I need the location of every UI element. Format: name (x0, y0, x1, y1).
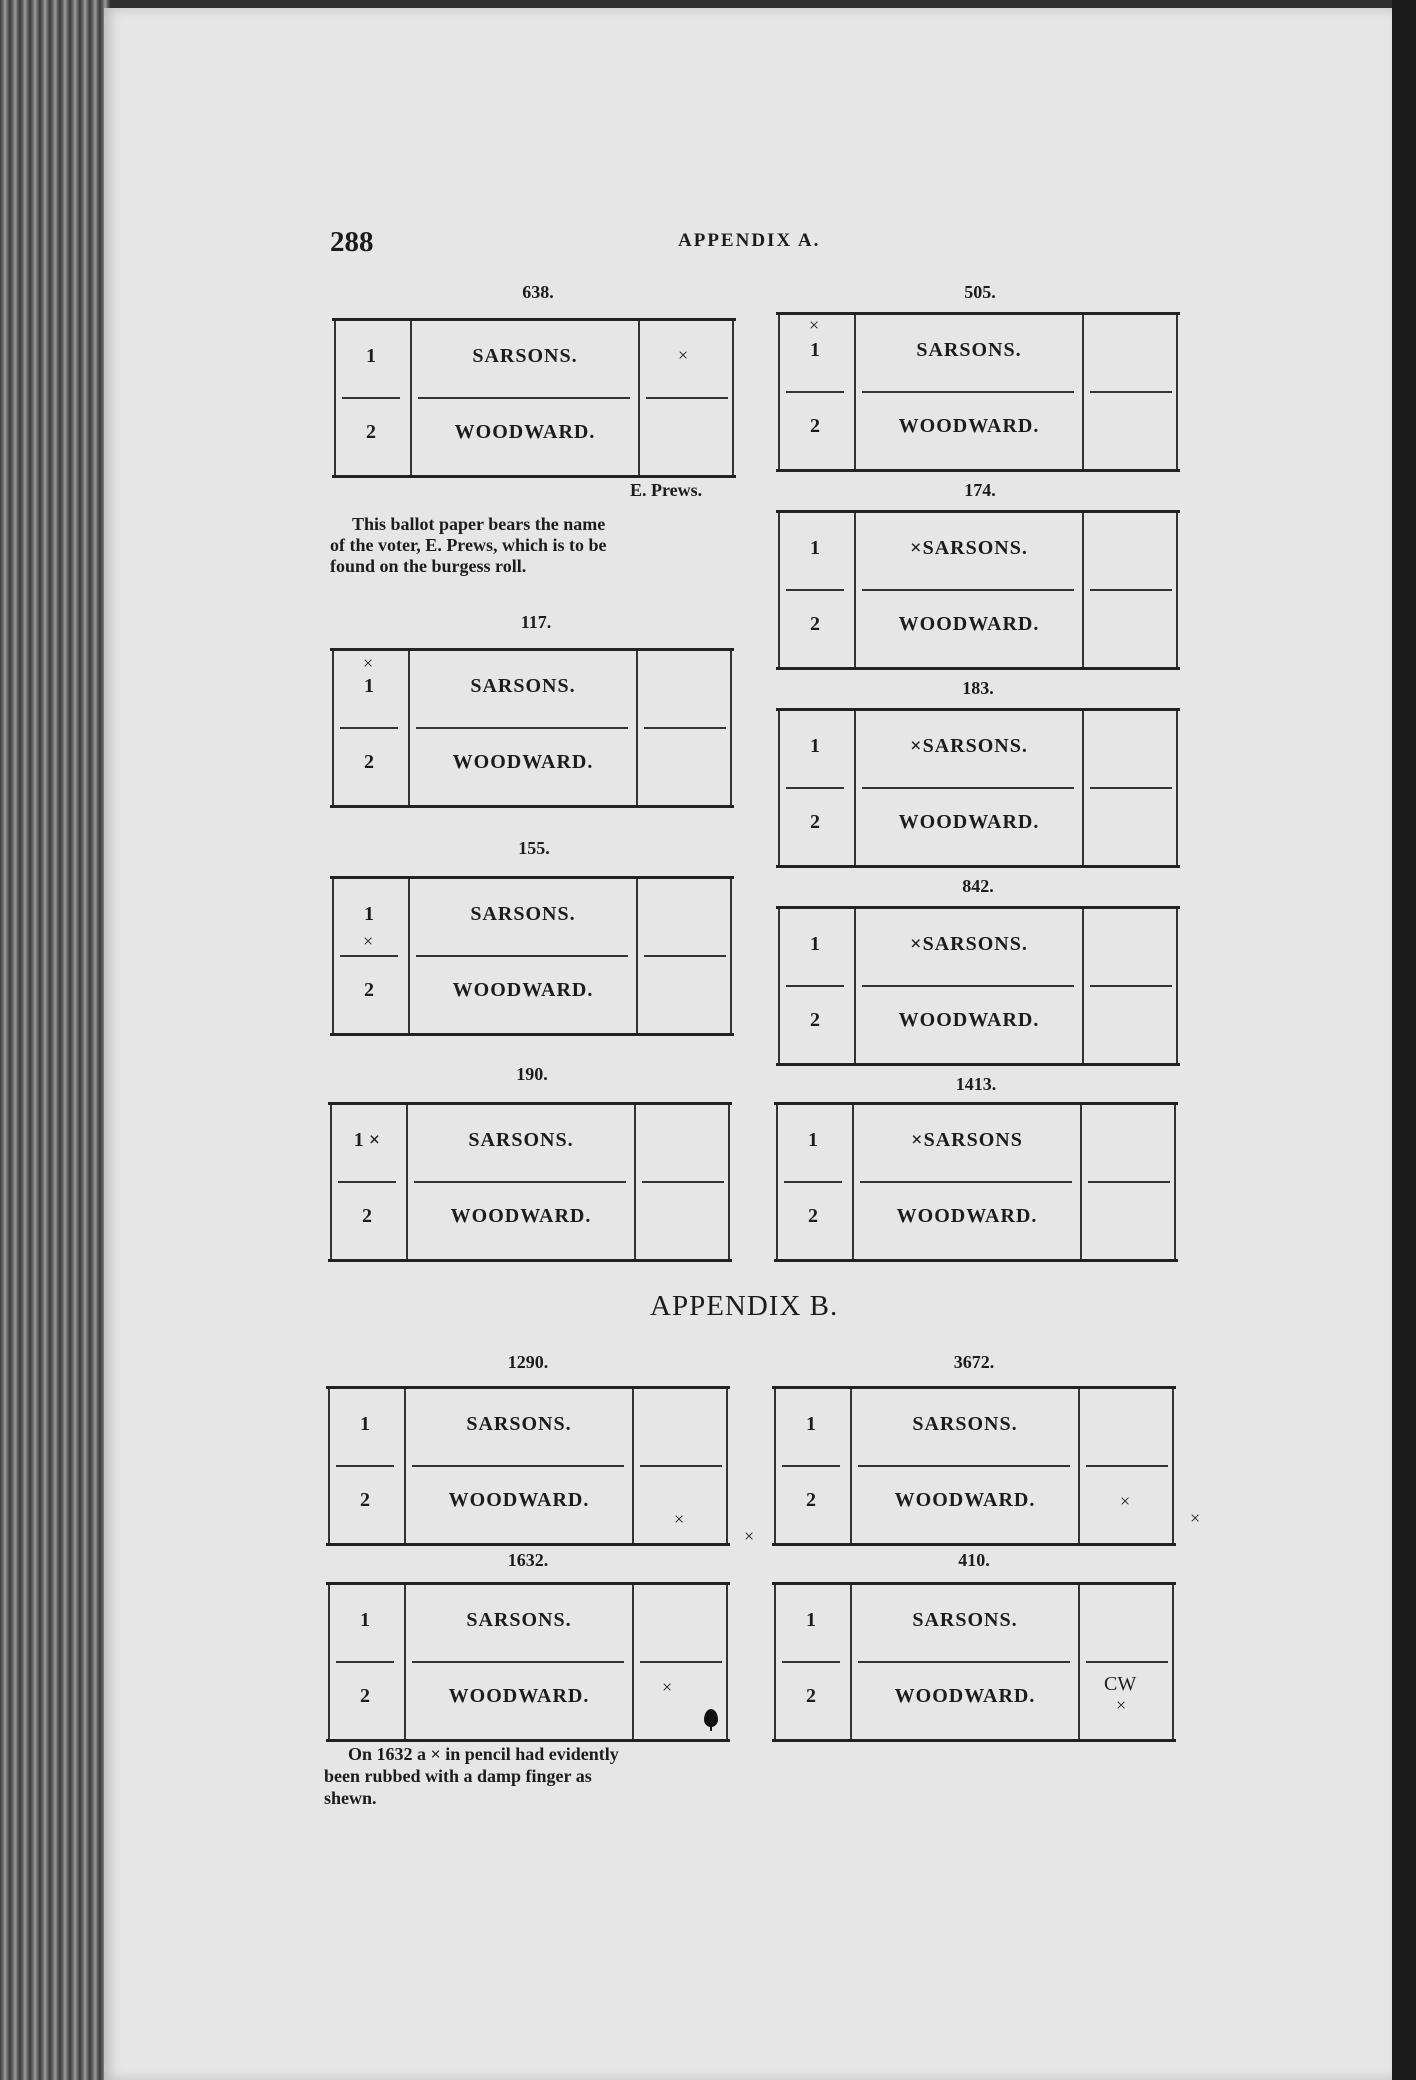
ballot-505 (776, 312, 1180, 472)
row-number: 1 (360, 1413, 370, 1435)
candidate-name: ×SARSONS. (910, 735, 1028, 757)
cross-mark: × (662, 1677, 673, 1697)
candidate-name: WOODWARD. (894, 1685, 1036, 1707)
cross-mark: × (809, 315, 820, 335)
row-number: 2 (364, 979, 374, 1001)
cross-mark: × (1120, 1491, 1131, 1511)
ballot-caption-410: 410. (958, 1550, 990, 1570)
note-line: of the voter, E. Prews, which is to be (330, 535, 607, 555)
candidate-name: WOODWARD. (898, 613, 1040, 635)
candidate-name: SARSONS. (466, 1413, 572, 1435)
ballot-caption-1413: 1413. (955, 1074, 997, 1094)
row-number: 1 (806, 1609, 816, 1631)
cross-mark: × (363, 931, 374, 951)
ballot-caption-1290: 1290. (507, 1352, 549, 1372)
ballot-caption-174: 174. (964, 480, 996, 500)
ballot-174 (776, 510, 1180, 670)
row-number: 1 (810, 537, 820, 559)
row-number: 2 (810, 1009, 820, 1031)
candidate-name: ×SARSONS. (910, 933, 1028, 955)
cross-mark: × (1116, 1695, 1127, 1715)
candidate-name: WOODWARD. (448, 1685, 590, 1707)
voter-name: E. Prews. (630, 480, 703, 500)
ballot-caption-155: 155. (518, 838, 550, 858)
appendix-b-heading: APPENDIX B. (650, 1290, 839, 1322)
cross-mark: × (363, 653, 374, 673)
ballot-1290 (326, 1386, 730, 1546)
row-number: 1 (366, 345, 376, 367)
candidate-name: SARSONS. (912, 1413, 1018, 1435)
row-number: 1 (364, 675, 374, 697)
book-page (104, 8, 1392, 2080)
ballot-410 (772, 1582, 1176, 1742)
note-line: shewn. (324, 1788, 377, 1808)
note-line: been rubbed with a damp finger as (324, 1766, 592, 1786)
candidate-name: WOODWARD. (448, 1489, 590, 1511)
row-number: 1 (360, 1609, 370, 1631)
candidate-name: WOODWARD. (898, 415, 1040, 437)
ballot-caption-1632: 1632. (507, 1550, 549, 1570)
candidate-name: WOODWARD. (898, 811, 1040, 833)
candidate-name: SARSONS. (468, 1129, 574, 1151)
running-head: APPENDIX A. (678, 230, 821, 251)
row-number: 1 (810, 933, 820, 955)
candidate-name: ×SARSONS (911, 1129, 1023, 1151)
cross-mark: × (674, 1509, 685, 1529)
row-number: 1 (364, 903, 374, 925)
cross-mark: × (744, 1526, 755, 1546)
cw-mark: CW (1104, 1673, 1137, 1695)
candidate-name: WOODWARD. (450, 1205, 592, 1227)
note-line: found on the burgess roll. (330, 556, 527, 576)
cross-mark: × (1190, 1508, 1201, 1528)
ballot-117 (330, 648, 734, 808)
row-number: 2 (806, 1685, 816, 1707)
candidate-name: ×SARSONS. (910, 537, 1028, 559)
row-number: 1 × (353, 1129, 381, 1151)
candidate-name: WOODWARD. (454, 421, 596, 443)
page-number: 288 (330, 226, 374, 258)
candidate-name: SARSONS. (912, 1609, 1018, 1631)
row-number: 2 (364, 751, 374, 773)
row-number: 2 (810, 613, 820, 635)
ink-blot (704, 1709, 718, 1727)
ballot-caption-505: 505. (964, 282, 996, 302)
row-number: 2 (808, 1205, 818, 1227)
row-number: 2 (810, 415, 820, 437)
candidate-name: SARSONS. (470, 903, 576, 925)
note-line: This ballot paper bears the name (352, 514, 606, 534)
row-number: 2 (360, 1685, 370, 1707)
book-page-edges (0, 0, 110, 2080)
ballot-842 (776, 906, 1180, 1066)
ballot-caption-183: 183. (962, 678, 994, 698)
ballot-caption-3672: 3672. (953, 1352, 995, 1372)
ballot-caption-117: 117. (520, 612, 552, 632)
row-number: 2 (810, 811, 820, 833)
cross-mark: × (678, 345, 689, 365)
ballot-638 (332, 318, 736, 478)
ballot-3672 (772, 1386, 1176, 1546)
candidate-name: SARSONS. (470, 675, 576, 697)
candidate-name: WOODWARD. (452, 979, 594, 1001)
note-line: On 1632 a × in pencil had evidently (348, 1744, 619, 1764)
row-number: 1 (810, 339, 820, 361)
ballot-155 (330, 876, 734, 1036)
ballot-1413 (774, 1102, 1178, 1262)
row-number: 1 (806, 1413, 816, 1435)
candidate-name: WOODWARD. (896, 1205, 1038, 1227)
candidate-name: SARSONS. (472, 345, 578, 367)
ballot-183 (776, 708, 1180, 868)
row-number: 1 (810, 735, 820, 757)
ballot-190 (328, 1102, 732, 1262)
scan-border (1392, 0, 1416, 2080)
row-number: 2 (362, 1205, 372, 1227)
candidate-name: WOODWARD. (894, 1489, 1036, 1511)
candidate-name: WOODWARD. (898, 1009, 1040, 1031)
ballot-caption-638: 638. (522, 282, 554, 302)
row-number: 2 (366, 421, 376, 443)
ballot-caption-190: 190. (516, 1064, 548, 1084)
candidate-name: SARSONS. (916, 339, 1022, 361)
candidate-name: SARSONS. (466, 1609, 572, 1631)
ballot-1632 (326, 1582, 730, 1742)
row-number: 1 (808, 1129, 818, 1151)
row-number: 2 (806, 1489, 816, 1511)
candidate-name: WOODWARD. (452, 751, 594, 773)
ballot-caption-842: 842. (962, 876, 994, 896)
row-number: 2 (360, 1489, 370, 1511)
